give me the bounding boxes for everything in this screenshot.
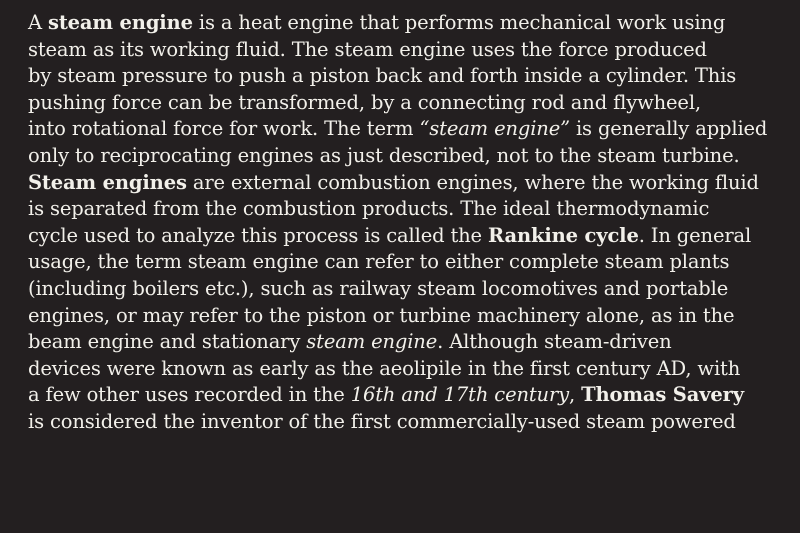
bold-term: steam engine: [47, 11, 193, 34]
text-segment: by steam pressure to push a piston back and forth inside a cylinder. This: [28, 64, 737, 88]
article-text: [28, 10, 796, 436]
text-line: [28, 37, 796, 64]
italic-term: 16th and 17th century: [350, 383, 570, 407]
text-segment: devices were known as early as the aeolipile in the first century AD, with: [28, 356, 741, 380]
text-line: [28, 116, 796, 143]
text-line: [28, 356, 796, 383]
text-line: [28, 303, 796, 330]
text-line: [28, 90, 796, 117]
text-segment: is a heat engine that performs mechanical work using: [192, 11, 726, 34]
text-line: [28, 10, 796, 37]
text-line: [28, 223, 796, 250]
text-segment: is separated from the combustion products. The ideal thermodynamic: [28, 197, 710, 221]
text-line: [28, 196, 796, 223]
text-line: [28, 276, 796, 303]
italic-term: steam engine: [306, 330, 438, 354]
text-line: [28, 63, 796, 90]
text-line: [28, 409, 796, 436]
bold-term: Rankine cycle: [488, 223, 639, 247]
text-segment: only to reciprocating engines as just described, not to the steam turbine.: [28, 143, 740, 167]
text-segment: . Although steam-driven: [437, 330, 672, 354]
text-line: [28, 249, 796, 276]
text-segment: . In general: [638, 223, 752, 247]
text-segment: into rotational force for work. The term: [28, 117, 420, 141]
text-segment: are external combustion engines, where the working fluid: [186, 170, 759, 194]
text-segment: steam as its working fluid. The steam engine uses the force produced: [28, 37, 707, 61]
bold-term: Thomas Savery: [581, 383, 744, 407]
text-line: [28, 382, 796, 409]
text-line: [28, 170, 796, 197]
text-segment: ,: [569, 383, 582, 407]
text-line: [28, 329, 796, 356]
text-segment: engines, or may refer to the piston or turbine machinery alone, as in the: [28, 303, 735, 327]
text-segment: A: [28, 11, 48, 34]
italic-term: “steam engine”: [419, 117, 570, 141]
text-segment: (including boilers etc.), such as railway steam locomotives and portable: [28, 276, 729, 300]
text-segment: is generally applied: [569, 117, 768, 141]
text-segment: pushing force can be transformed, by a connecting rod and flywheel,: [28, 90, 701, 114]
text-segment: beam engine and stationary: [28, 330, 307, 354]
text-line: [28, 143, 796, 170]
bold-term: Steam engines: [28, 170, 187, 194]
text-segment: a few other uses recorded in the: [28, 383, 351, 407]
text-segment: cycle used to analyze this process is called the: [28, 223, 488, 247]
text-segment: usage, the term steam engine can refer to either complete steam plants: [28, 250, 730, 274]
text-segment: is considered the inventor of the first commercially-used steam powered: [28, 409, 736, 433]
